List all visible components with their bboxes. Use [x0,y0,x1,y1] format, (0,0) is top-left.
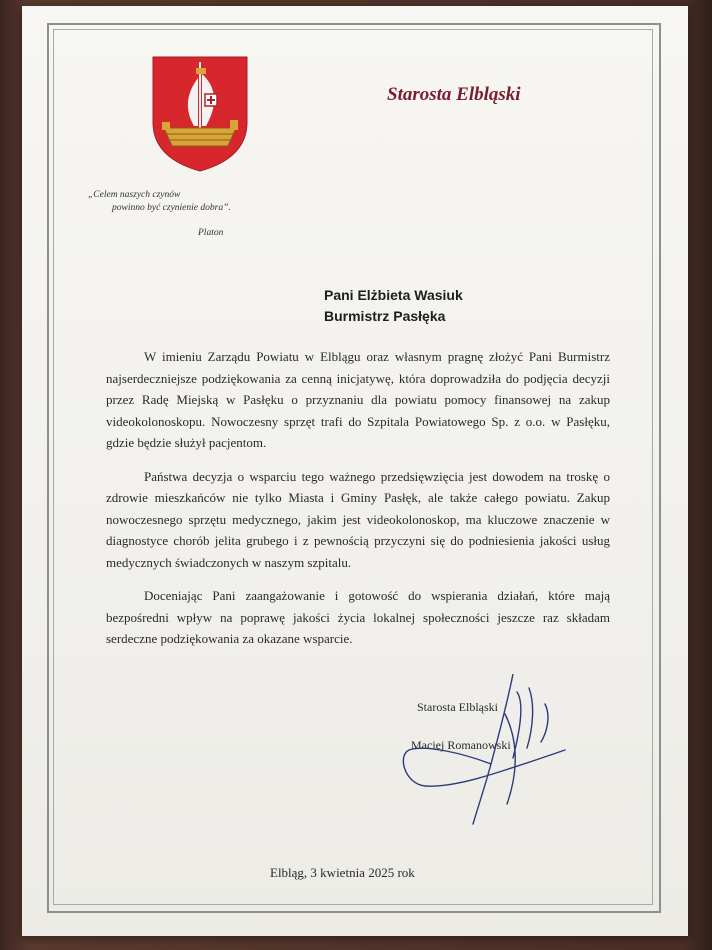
quote-author: Platon [198,228,224,238]
addressee-block [324,285,463,327]
handwritten-signature-icon [395,674,595,834]
addressee-name: Pani Elżbieta Wasiuk [324,287,463,303]
body-paragraph: Państwa decyzja o wsparciu tego ważnego przedsięwzięcia jest dowodem na troskę o zdrowie mieszkańców nie tylko Miasta i Gminy Pasłęk, ale także całego powiatu. Zakup nowoczesnego sprzętu medycznego, jakim jest videokolonoskop, ma kluczowe znaczenie w diagnostyce chorób jelita grubego i z pewnością przyczyni się do podniesienia jakości usług medycznych świadczonych w naszym szpitalu. [106,468,610,570]
letter-body [106,346,610,662]
coat-of-arms-icon [150,54,250,174]
letter-date: Elbląg, 3 kwietnia 2025 rok [270,865,415,880]
letterhead-title: Starosta Elbląski [387,84,521,105]
signatory-title: Starosta Elbląski [417,700,498,714]
body-paragraph: Doceniając Pani zaangażowanie i gotowość do wspierania działań, które mają bezpośredni wpływ na poprawę jakości życia lokalnej społeczności jeszcze raz składam serdeczne podziękowania za okazane wsparcie. [106,588,610,646]
quote-line-2: powinno być czynienie dobra”. [112,203,231,213]
signatory-name: Maciej Romanowski [411,738,511,752]
motto-quote [88,189,231,238]
body-paragraph: W imieniu Zarządu Powiatu w Elblągu oraz własnym pragnę złożyć Pani Burmistrz najserdeczniejsze podziękowania za cenną inicjatywę, która doprowadziła do podjęcia decyzji przez Radę Miejską w Pasłęku o przyznaniu dla powiatu pomocy finansowej na zakup videokolonoskopu. Nowoczesny sprzęt trafi do Szpitala Powiatowego Sp. z o.o. w Pasłęku, gdzie będzie służył pacjentom. [106,349,610,450]
letter-page [22,6,688,936]
addressee-position: Burmistrz Pasłęka [324,308,446,324]
quote-line-1: „Celem naszych czynów [88,190,181,200]
